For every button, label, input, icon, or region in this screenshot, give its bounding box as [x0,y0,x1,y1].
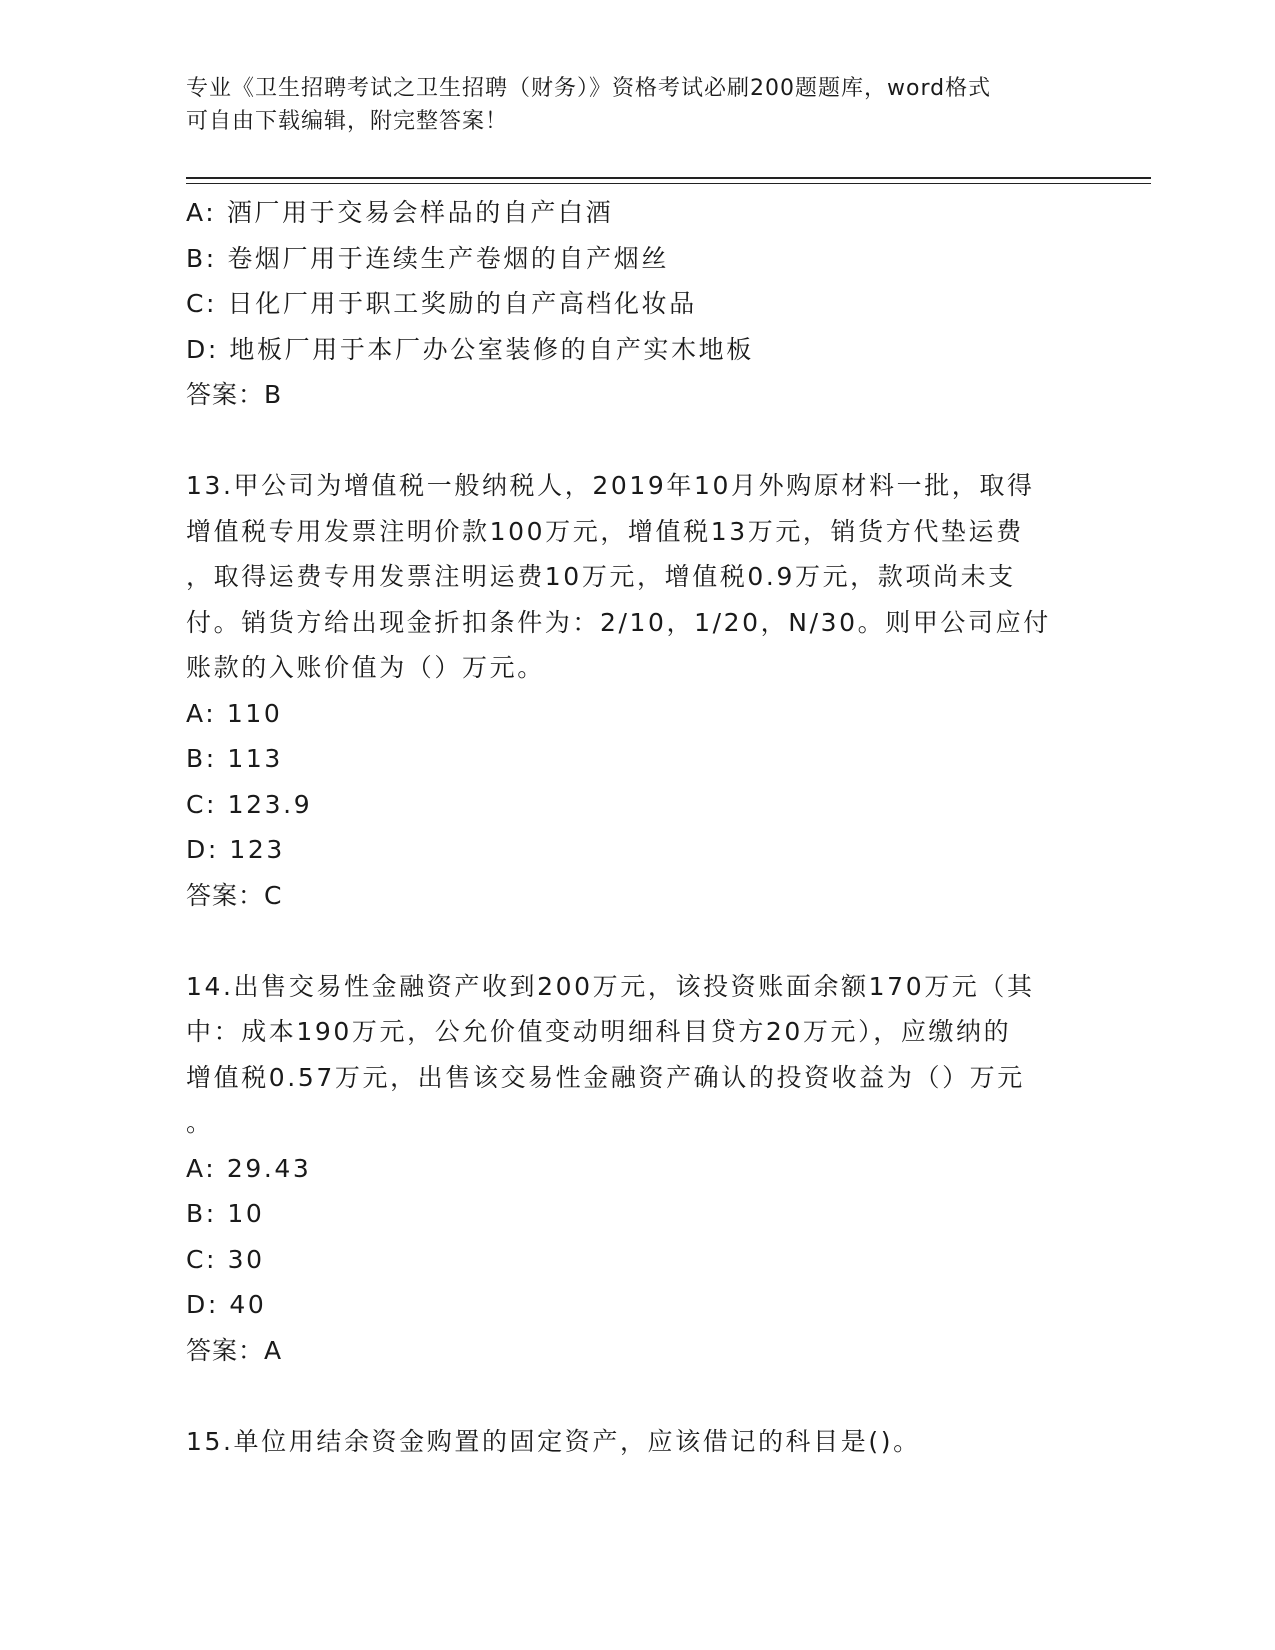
question-stem-line: ，取得运费专用发票注明运费10万元，增值税0.9万元，款项尚未支 [186,562,1016,591]
option-d: D: 123 [186,835,285,864]
question-15 [186,1419,1066,1465]
spacer [186,418,1066,464]
question-stem-line: 13.甲公司为增值税一般纳税人，2019年10月外购原材料一批，取得 [186,471,1035,500]
question-stem-line: 14.出售交易性金融资产收到200万元，该投资账面余额170万元（其 [186,971,1035,1001]
option-c: C: 30 [186,1244,265,1274]
question-14 [186,964,1066,1374]
question-stem-line: 账款的入账价值为（）万元。 [186,653,545,682]
option-a: A: 29.43 [186,1153,312,1183]
spacer [186,1373,1066,1419]
option-a: A: 110 [186,698,283,728]
question-13 [186,463,1066,918]
answer: 答案：A [186,1335,283,1365]
question-stem-line: 15.单位用结余资金购置的固定资产，应该借记的科目是()。 [186,1426,921,1456]
question-stem-line: 中：成本190万元，公允价值变动明细科目贷方20万元），应缴纳的 [186,1017,1012,1046]
question-stem-line: 增值税0.57万元，出售该交易性金融资产确认的投资收益为（）万元 [186,1062,1025,1092]
document-header [186,72,1066,138]
header-divider-thick [186,177,1151,179]
option-c: C: 日化厂用于职工奖励的自产高档化妆品 [186,289,697,318]
question-content [186,190,1066,1464]
spacer [186,918,1066,964]
option-b: B: 10 [186,1199,265,1228]
question-12 [186,190,1066,418]
question-stem-line: 。 [186,1108,214,1137]
header-divider-thin [186,183,1151,184]
option-c: C: 123.9 [186,789,313,819]
option-d: D: 地板厂用于本厂办公室装修的自产实木地板 [186,334,754,364]
question-stem-line: 增值税专用发票注明价款100万元，增值税13万元，销货方代垫运费 [186,516,1024,546]
answer: 答案：B [186,380,283,409]
option-b: B: 卷烟厂用于连续生产卷烟的自产烟丝 [186,243,669,273]
header-line-2: 可自由下载编辑，附完整答案！ [186,109,509,134]
option-d: D: 40 [186,1290,267,1319]
question-stem-line: 付。销货方给出现金折扣条件为：2/10，1/20，N/30。则甲公司应付 [186,607,1051,637]
answer: 答案：C [186,880,283,910]
option-b: B: 113 [186,744,283,773]
header-line-1: 专业《卫生招聘考试之卫生招聘（财务）》资格考试必刷200题题库，word格式 [186,76,992,101]
option-a: A: 酒厂用于交易会样品的自产白酒 [186,198,614,227]
